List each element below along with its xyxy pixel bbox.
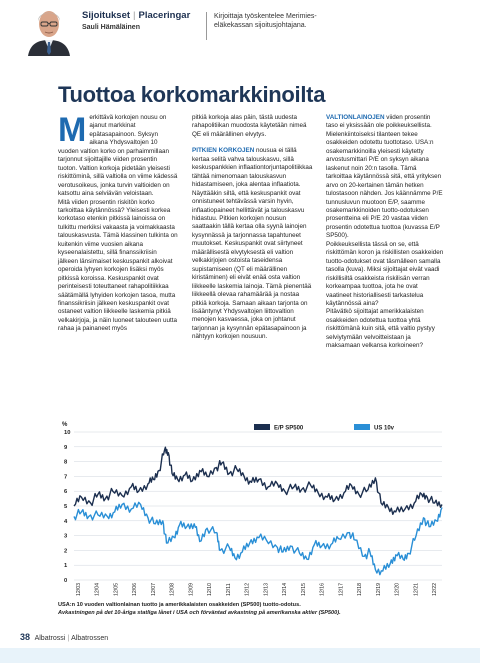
x-tick-label: 12/10 bbox=[207, 583, 214, 596]
drop-cap: M bbox=[58, 111, 87, 149]
series-line-us-10v bbox=[74, 502, 442, 574]
article-column-3 bbox=[326, 114, 444, 351]
column-2-intro: pitkiä korkoja alas päin, tästä uudesta rahapolitiikan muodosta käytetään nimeä QE eli määrällinen elvytys. bbox=[192, 114, 307, 138]
y-tick-label: 6 bbox=[64, 489, 68, 496]
column-3-body: viiden prosentin taso ei yksissään ole poikkeuksellista. Mielenkiintoiseksi tilanteen tekee osakkeiden odotettu tuottotaso. USA:n osakemarkkinoilla yleisesti käytetty arvostusmittari P/E on syksyn aikana laskenut noin 20:n tasolla. Tämä tarkoittaa käytännössä sitä, että yrityksen arvo on 20-kertainen tämän hetken tulostasoon nähden. Jos käännämme P/E tunnusluvun muotoon E/P, saamme osakemarkkinoiden tuotto-odotuksen prosentteina eli P/E 20 vastaa viiden prosentin odotettua tuottoa (kuvassa E/P SP500). bbox=[326, 114, 443, 240]
x-tick-label: 12/18 bbox=[357, 583, 364, 596]
footer-divider: | bbox=[67, 635, 70, 642]
page-footer bbox=[20, 632, 108, 642]
x-tick-label: 12/13 bbox=[263, 583, 270, 596]
x-tick-label: 12/16 bbox=[319, 583, 326, 596]
x-tick-label: 12/07 bbox=[150, 583, 157, 596]
magazine-name: Albatrossi bbox=[34, 635, 66, 642]
y-tick-label: 0 bbox=[64, 578, 68, 584]
caption-finnish: USA:n 10 vuoden valtionlainan tuotto ja amerikkalaisten osakkeiden (SP500) tuotto-odotus. bbox=[58, 602, 301, 608]
column-2-body: nousua ei tällä kertaa selitä vahva talouskasvu, sillä keskuspankkien inflaationtorjuntapolitiikkaa tähtää nimenomaan talouskasvun hidastamiseen, joka alentaa inflaatiota. Näyttääkin siltä, että keskuspankit ovat onnistuneet tehtävässä varsin hyvin, inflaatiopaineet hellittävät ja talouskasvu hidastuu. Pitkien korkojen nousun saattaakin tällä kertaa olla syynä lainojen kysynnässä ja tarjonnassa tapahtuneet muutokset. Keskuspankit ovat siirtyneet määrällisestä elvytyksestä eli valtion velkakirjojen ostoista taseidensa supistamiseen (QT eli määrällinen kiristäminen) eli eivät enää osta valtion liikkeelle laskemia lainoja. Tämä pienentää liikkeellä olevaa rahamäärää ja nostaa pitkiä korkoja. Samaan aikaan tarjonta on lisääntynyt Yhdysvaltojen liittovaltion menojen kasvaessa, joka on johtanut tarjonnan ja kysynnän epätasapainoon ja nähtyyn korkojen nousuun. bbox=[192, 147, 313, 341]
chart-caption bbox=[58, 602, 448, 617]
column-3-continued: Poikkeuksellista tässä on se, että riskittömän koron ja riskillisten osakkeiden tuotto-odotukset ovat täsmälleen samalla tasolla (kuva). Miksi sijoittajat eivät vaadi riskillisiltä osakkeista riskilisän verran korkeampaa tuottoa, jota he ovat vaatineet historiallisesti tarkastelua käytännössä aina? Pitävätkö sijoittajat amerikkalaisten osakkeiden odotettua tuottoa yhtä riskittömänä kuin sitä, että valtio pystyy selviytymään velvoitteistaan ja maksamaan velkansa korkoineen? bbox=[326, 240, 444, 350]
series-line-ep-sp500 bbox=[74, 447, 442, 514]
y-axis-unit: % bbox=[62, 422, 68, 428]
caption-swedish: Avkastningen på det 10-åriga statliga lånet i USA och förväntad avkastning på amerikanska aktier (SP500). bbox=[58, 609, 341, 616]
chart-svg bbox=[52, 414, 448, 604]
article-title: Tuottoa korkomarkkinoilta bbox=[58, 82, 326, 107]
column-1-text: erkittävä korkojen nousu on ajanut markkinat epätasapainoon. Syksyn aikana Yhdysvaltojen 10 vuoden valtion korko on parhaimmillaan tarjonnut sijoittajille viiden prosentin tuoton. Valtion korkoja pidetään yleisesti riskittöminä, sillä valtiolla on viime kädessä verotusoikeus, jonka turvin valtioiden on katsottu aina selviävän veloistaan. Mitä viiden prosentin riskitön korko tarkoittaa käytännössä? Yleisesti korkea korkotaso etenkin pitkissä lainoissa on tulkittu merkiksi vakaasta ja voimakkaasta talouskasvusta. Tämä klassinen tulkinta on kuitenkin viime vuosien aikana kyseenalaistettu, sillä finanssikriisin jälkeen länsimaiset keskuspankit alkoivat operoida lyhyen korkojen lisäksi myös pitkissä koroissa. Keskuspankit ovat perinteisesti toteuttaneet rahapolitiikkaa säätämällä lyhyiden korkojen tasoa, mutta finanssikriisin jälkeen keskuspankit ovat ostaneet valtion liikkeelle laskemia pitkiä velkakirjoja, ja näin luoneet talouteen uutta rahaa ja painaneet myös bbox=[58, 114, 178, 333]
x-tick-label: 12/22 bbox=[432, 583, 438, 596]
y-tick-label: 9 bbox=[64, 444, 68, 451]
x-tick-label: 12/08 bbox=[169, 583, 176, 596]
column-title bbox=[82, 10, 190, 21]
yield-chart bbox=[52, 414, 448, 604]
legend-label: US 10v bbox=[374, 425, 395, 432]
subheading-pitkien: PITKIEN KORKOJEN bbox=[192, 147, 255, 155]
x-tick-label: 12/05 bbox=[113, 583, 120, 596]
y-tick-label: 3 bbox=[64, 533, 68, 540]
x-tick-label: 12/19 bbox=[375, 583, 382, 596]
legend-swatch bbox=[254, 424, 270, 430]
bottom-strip bbox=[0, 648, 480, 663]
x-tick-label: 12/04 bbox=[94, 583, 101, 596]
x-tick-label: 12/12 bbox=[244, 583, 251, 596]
magazine-name-sv: Albatrossen bbox=[71, 635, 109, 642]
y-tick-label: 10 bbox=[64, 430, 71, 436]
x-tick-label: 12/11 bbox=[225, 583, 232, 596]
y-tick-label: 1 bbox=[64, 563, 68, 570]
y-tick-label: 5 bbox=[64, 504, 68, 510]
y-tick-label: 4 bbox=[64, 518, 68, 525]
article-column-1 bbox=[58, 111, 178, 334]
y-tick-label: 7 bbox=[64, 474, 68, 481]
column-2-paragraph bbox=[192, 147, 314, 341]
header-divider bbox=[206, 12, 207, 40]
page-number: 38 bbox=[20, 632, 31, 642]
x-tick-label: 12/09 bbox=[188, 583, 195, 596]
author-name: Sauli Hämäläinen bbox=[82, 24, 140, 31]
x-tick-label: 12/20 bbox=[394, 583, 401, 596]
author-portrait bbox=[26, 4, 72, 56]
author-description: Kirjoittaja työskentelee Merimies-eläkekassan sijoitusjohtajana. bbox=[214, 13, 317, 29]
column-name: Sijoitukset bbox=[82, 10, 131, 21]
x-tick-label: 12/14 bbox=[282, 583, 289, 596]
y-tick-label: 2 bbox=[64, 548, 68, 555]
subheading-valtionlainojen: VALTIONLAINOJEN bbox=[326, 114, 385, 121]
y-tick-label: 8 bbox=[64, 459, 68, 466]
x-tick-label: 12/03 bbox=[76, 583, 82, 596]
x-tick-label: 12/15 bbox=[300, 583, 307, 596]
column-3-paragraph bbox=[326, 114, 444, 241]
column-header bbox=[0, 0, 480, 62]
column-name-sv: Placeringar bbox=[138, 10, 191, 21]
x-tick-label: 12/06 bbox=[132, 583, 139, 596]
title-divider: | bbox=[133, 10, 136, 21]
x-tick-label: 12/17 bbox=[338, 583, 345, 596]
article-column-2 bbox=[192, 114, 314, 342]
x-tick-label: 12/21 bbox=[413, 583, 420, 596]
legend-label: E/P SP500 bbox=[274, 425, 304, 432]
legend-swatch bbox=[354, 424, 370, 430]
